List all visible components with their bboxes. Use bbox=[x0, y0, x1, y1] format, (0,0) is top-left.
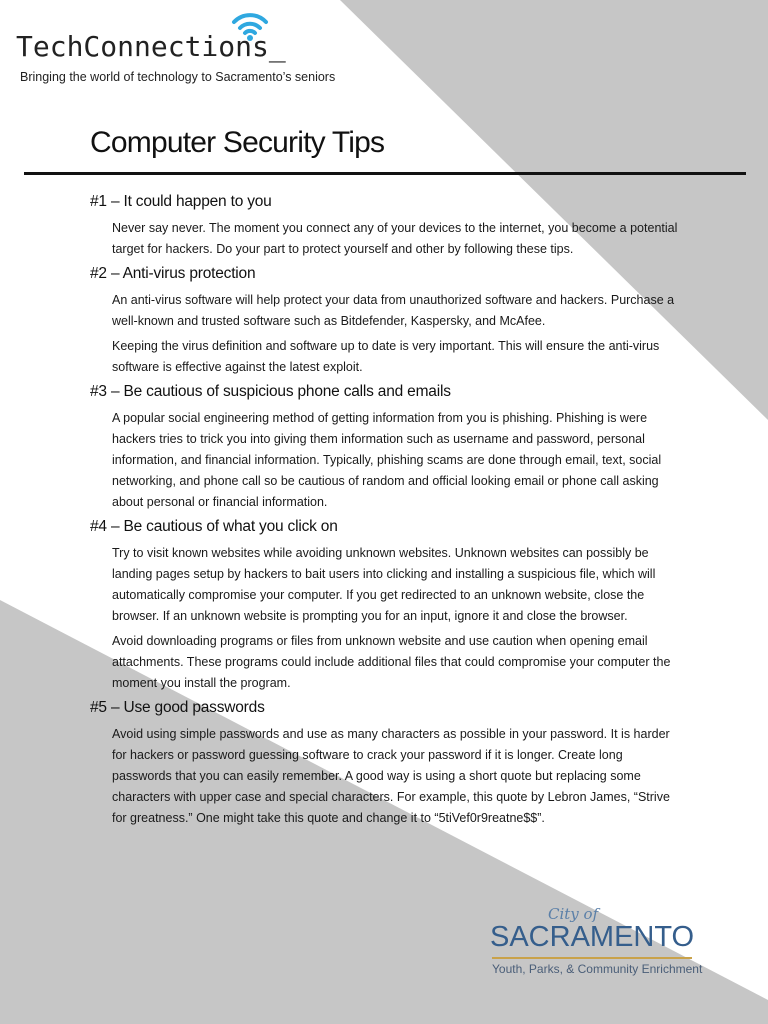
tip-paragraph: A popular social engineering method of getting information from you is phishing. Phishing is were hackers tries to trick you into giving them information such as username and password, personal information, and financial information. Typically, phishing scams are done through email, text, social networking, and phone call so be cautious of random and official looking email or phone call asking about personal or financial information. bbox=[112, 411, 662, 509]
tip-heading: #5 – Use good passwords bbox=[90, 699, 265, 716]
tip-section-4 bbox=[90, 517, 680, 694]
tip-heading: #4 – Be cautious of what you click on bbox=[90, 518, 338, 535]
tip-heading: #3 – Be cautious of suspicious phone calls and emails bbox=[90, 383, 451, 400]
tip-paragraph: Never say never. The moment you connect any of your devices to the internet, you become a potential target for hackers. Do your part to protect yourself and other by following these tips. bbox=[112, 221, 678, 256]
tagline: Bringing the world of technology to Sacramento’s seniors bbox=[20, 70, 336, 84]
sacramento-wordmark: SACRAMENTO bbox=[490, 921, 695, 953]
tip-section-1 bbox=[90, 192, 680, 260]
tip-paragraph: Keeping the virus definition and software up to date is very important. This will ensure the anti-virus software is effective against the latest exploit. bbox=[112, 339, 660, 374]
logo-wordmark: TechConnections_ bbox=[16, 30, 286, 63]
tip-heading: #1 – It could happen to you bbox=[90, 193, 272, 210]
logo-divider bbox=[492, 957, 692, 959]
tips-content bbox=[90, 192, 680, 833]
tip-paragraph: An anti-virus software will help protect your data from unauthorized software and hackers. Purchase a well-known and trusted software such as Bitdefender, Kaspersky, and McAfee. bbox=[112, 293, 675, 328]
city-of-text: City of bbox=[548, 905, 599, 923]
tip-section-5 bbox=[90, 698, 680, 829]
title-divider bbox=[24, 172, 746, 175]
tip-paragraph: Avoid downloading programs or files from unknown website and use caution when opening email attachments. These programs could include additional files that could compromise your computer the moment you install the program. bbox=[112, 634, 671, 690]
tip-paragraph: Try to visit known websites while avoiding unknown websites. Unknown websites can possibly be landing pages setup by hackers to bait users into clicking and installing a suspicious file, which will automatically compromise your computer. If you get redirected to an unknown website, close the browser. If an unknown website is prompting you for an input, ignore it and close the browser. bbox=[112, 546, 656, 623]
department-name: Youth, Parks, & Community Enrichment bbox=[492, 962, 703, 976]
tip-section-2 bbox=[90, 264, 680, 378]
tip-paragraph: Avoid using simple passwords and use as many characters as possible in your password. It is harder for hackers or password guessing software to crack your password if it is longer. Create long passwords that you can easily remember. A good way is using a short quote but replacing some characters with upper case and special characters. For example, this quote by Lebron James, “Strive for greatness.” One might take this quote and change it to “5tiVef0r9reatne$$”. bbox=[112, 727, 670, 825]
tip-heading: #2 – Anti-virus protection bbox=[90, 265, 256, 282]
page-title: Computer Security Tips bbox=[90, 126, 385, 159]
tip-section-3 bbox=[90, 382, 680, 513]
